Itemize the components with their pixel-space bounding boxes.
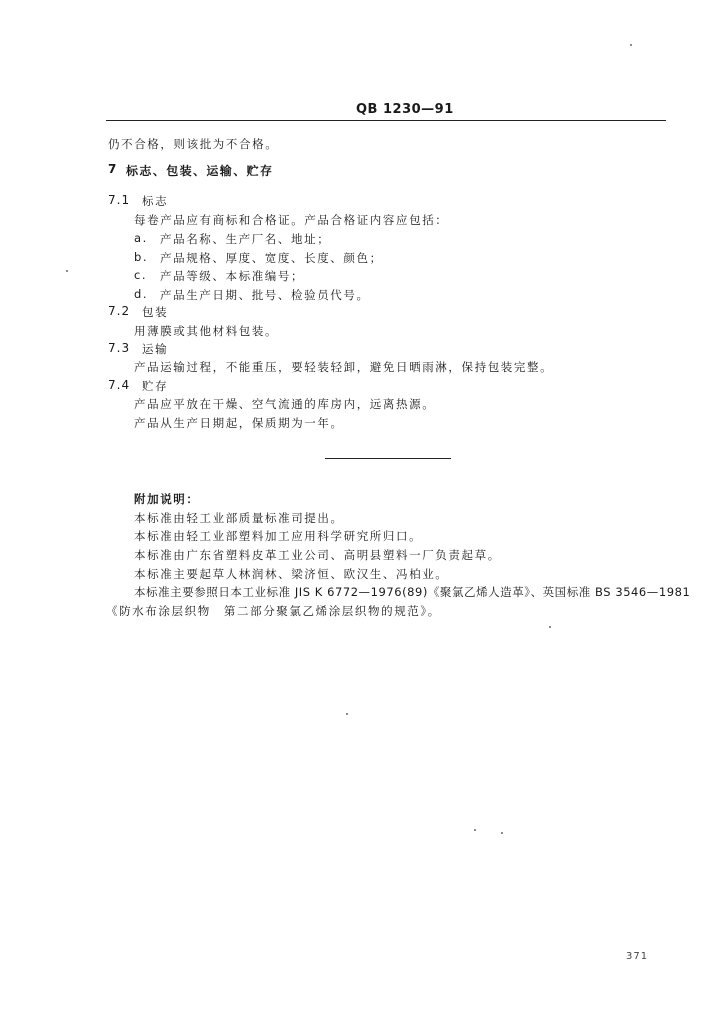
list-item-a-label: a. [134,231,148,245]
section-7-4-body-2: 产品从生产日期起，保质期为一年。 [134,416,344,430]
standard-code-header: QB 1230—91 [356,102,454,117]
section-7-number: 7 [108,162,118,176]
scan-speck [630,44,632,46]
section-7-4-body-1: 产品应平放在干燥、空气流通的库房内，远离热源。 [134,397,436,411]
list-item-b-label: b. [134,250,149,264]
end-divider [325,458,451,459]
section-7-2-body: 用薄膜或其他材料包装。 [134,324,279,338]
section-7-4-title: 贮存 [142,379,169,393]
appendix-line-2: 本标准由轻工业部塑料加工应用科学研究所归口。 [134,529,423,543]
list-item-b-text: 产品规格、厚度、宽度、长度、颜色； [160,251,383,265]
header-rule [106,120,666,121]
list-item-d-text: 产品生产日期、批号、检验员代号。 [160,288,370,302]
page-number: 371 [626,951,649,962]
section-7-1-title: 标志 [142,194,169,208]
appendix-heading: 附加说明： [134,492,200,506]
list-item-c-label: c. [134,268,148,282]
appendix-line-4: 本标准主要起草人林润林、梁济恒、欧汉生、冯柏业。 [134,567,449,581]
section-7-1-number: 7.1 [108,193,131,207]
appendix-line-5: 本标准主要参照日本工业标准 JIS K 6772—1976(89)《聚氯乙烯人造革》、英国标准 BS 3546—1981 [134,585,691,599]
scan-speck [346,713,348,715]
appendix-line-6: 《防水布涂层织物 第二部分聚氯乙烯涂层织物的规范》。 [106,604,441,618]
list-item-a-text: 产品名称、生产厂名、地址； [160,232,331,246]
scan-speck [66,270,68,272]
section-7-2-number: 7.2 [108,304,131,318]
appendix-line-3: 本标准由广东省塑料皮革工业公司、高明县塑料一厂负责起草。 [134,548,501,562]
scan-speck [501,832,503,834]
section-7-3-body: 产品运输过程，不能重压，要轻装轻卸，避免日晒雨淋，保持包装完整。 [134,360,554,374]
section-7-1-body: 每卷产品应有商标和合格证。产品合格证内容应包括： [134,213,449,227]
section-7-title: 标志、包装、运输、贮存 [126,164,274,178]
list-item-d-label: d. [134,287,149,301]
scan-speck [474,829,476,831]
section-7-2-title: 包装 [142,305,169,319]
section-7-4-number: 7.4 [108,378,131,392]
section-7-3-title: 运输 [142,342,169,356]
appendix-line-1: 本标准由轻工业部质量标准司提出。 [134,511,344,525]
scan-speck [549,626,551,628]
list-item-c-text: 产品等级、本标准编号； [160,269,305,283]
continued-text: 仍不合格，则该批为不合格。 [108,137,279,151]
section-7-3-number: 7.3 [108,341,131,355]
